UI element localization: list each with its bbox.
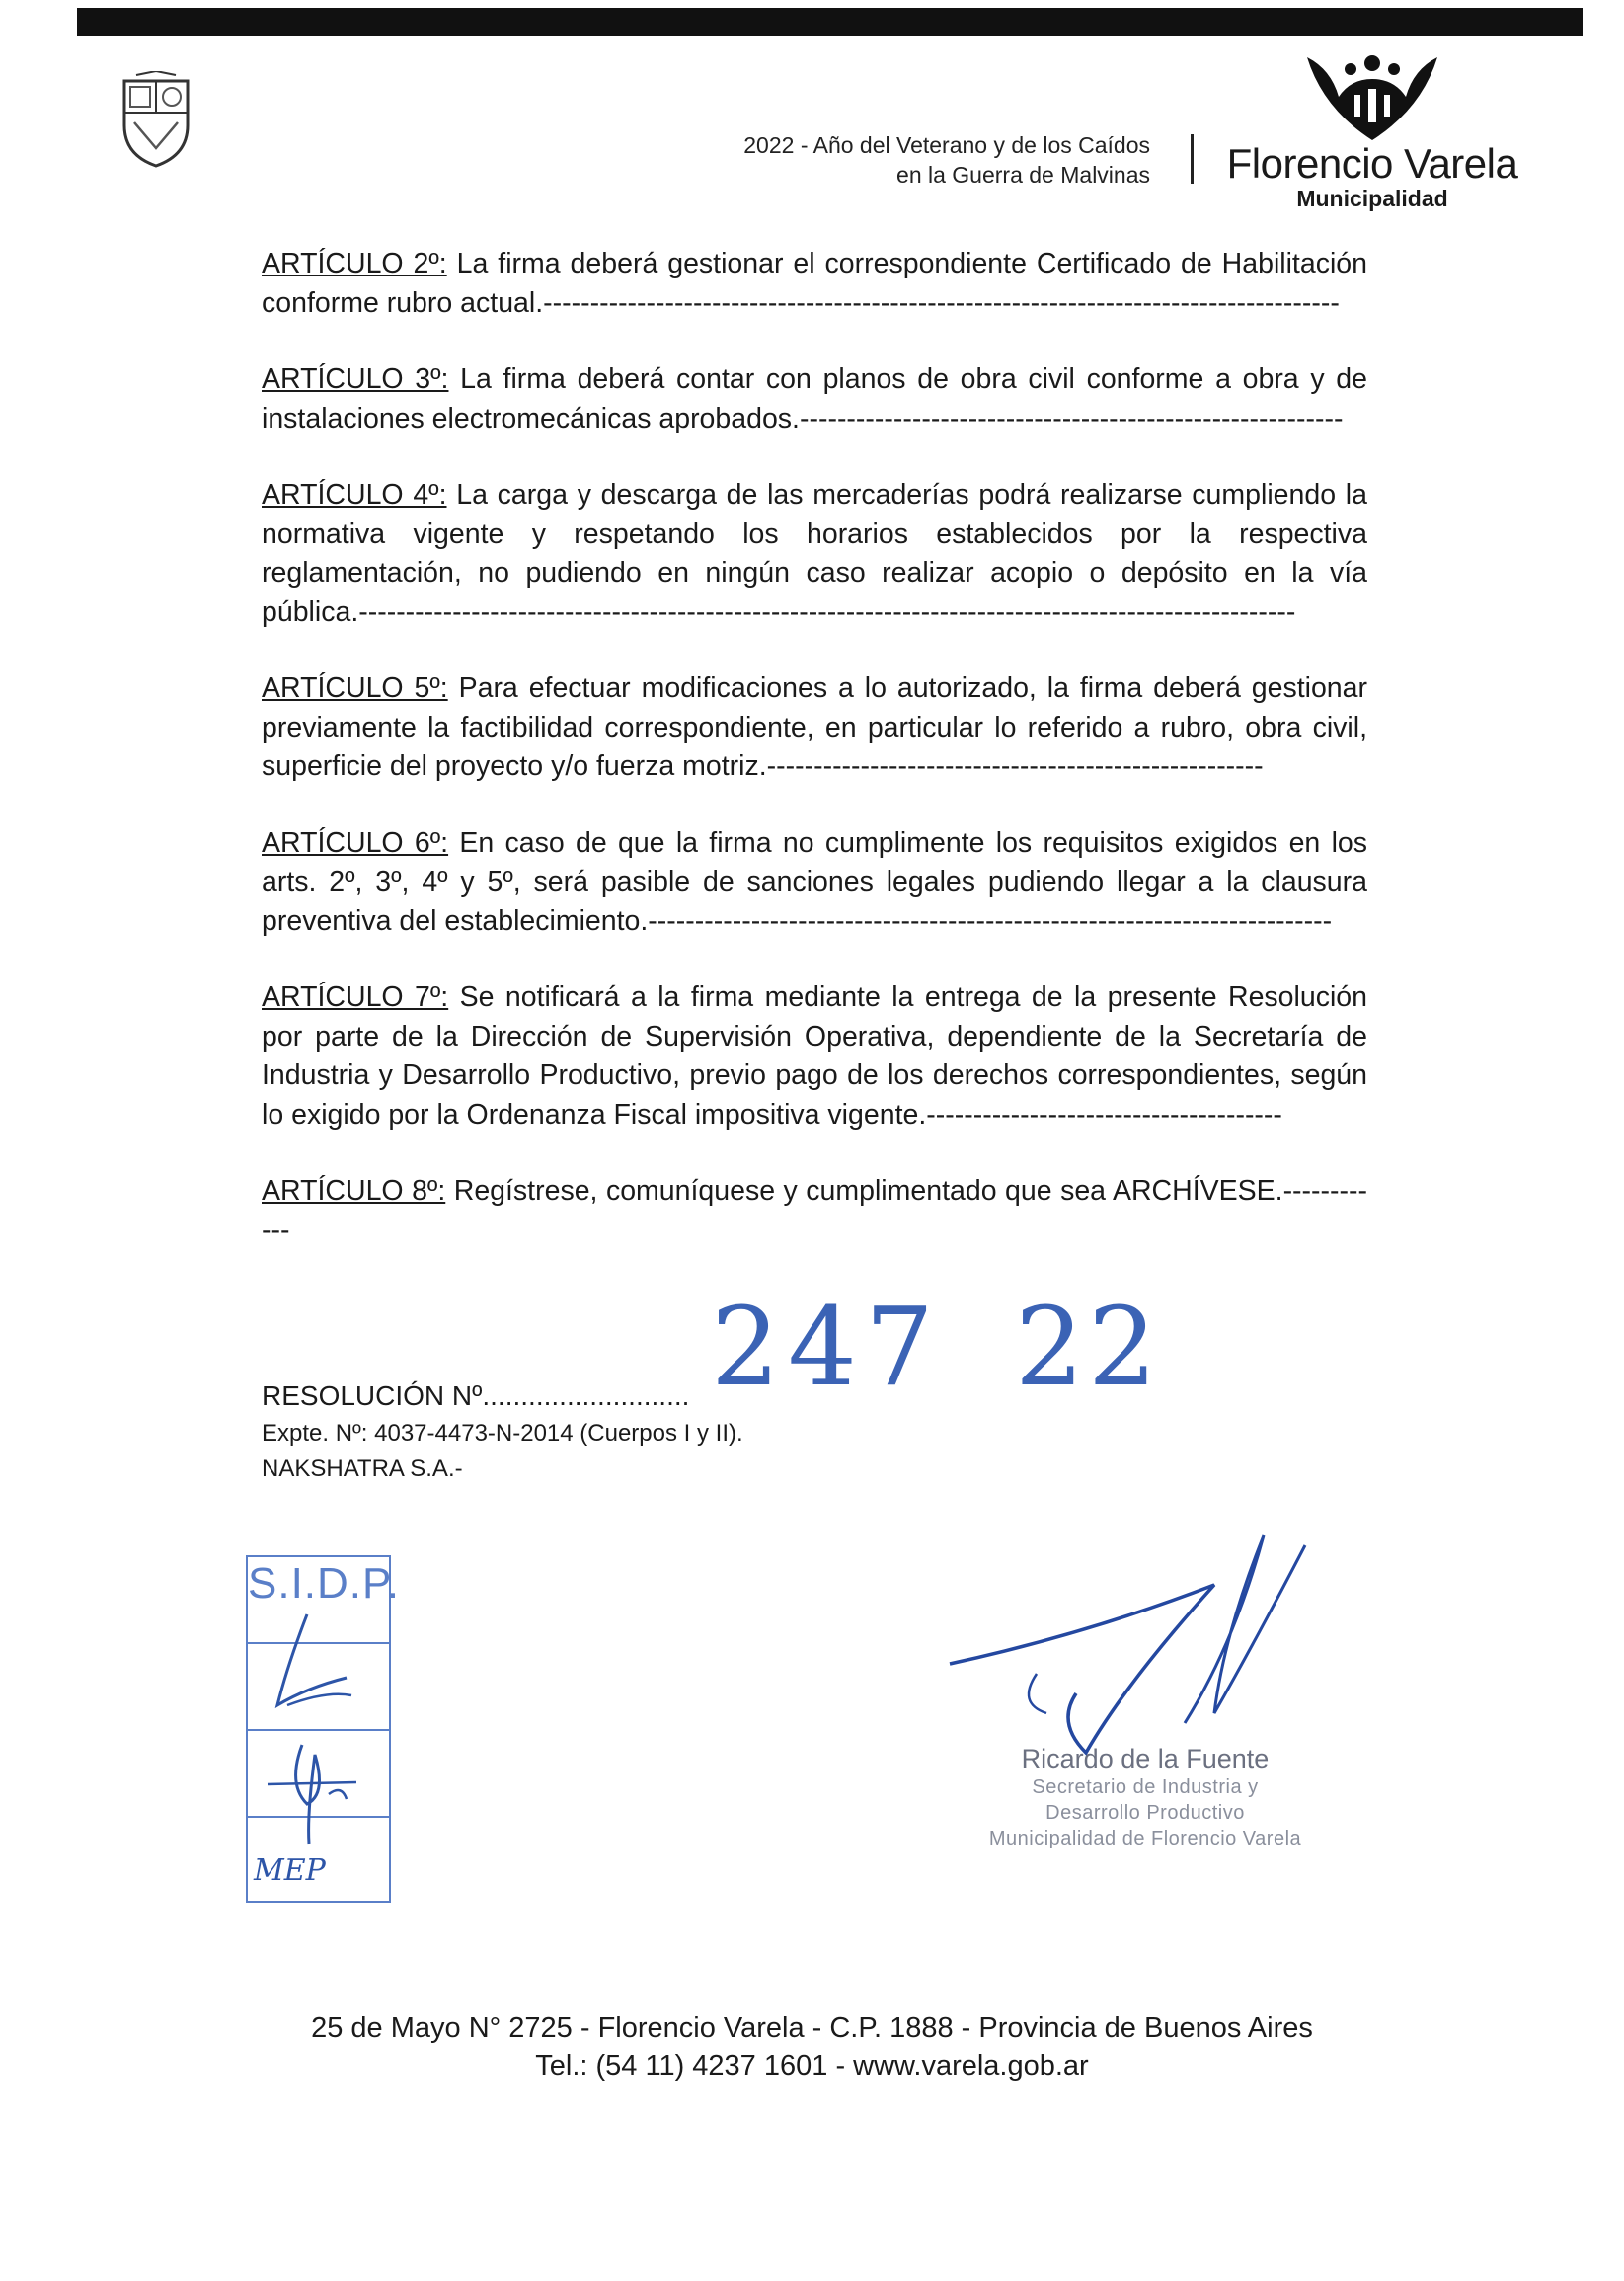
signer-block bbox=[977, 1744, 1313, 1851]
footer bbox=[0, 2009, 1624, 2084]
article-text: La firma deberá gestionar el correspondiente Certificado de Habilitación conforme rubro actual.------------------------------------------------------------------------------------- bbox=[262, 248, 1367, 319]
article-text: La firma deberá contar con planos de obra civil conforme a obra y de instalaciones electromecánicas aprobados.---------------------------------------------------------- bbox=[262, 363, 1368, 434]
logo-mark-icon bbox=[1303, 49, 1441, 143]
signer-role-3: Municipalidad de Florencio Varela bbox=[988, 1828, 1302, 1849]
article-label: ARTÍCULO 5º: bbox=[262, 672, 448, 704]
article-label: ARTÍCULO 3º: bbox=[262, 363, 449, 395]
resolution-number: 247 bbox=[711, 1284, 942, 1410]
article-text: Para efectuar modificaciones a lo autorizado, la firma deberá gestionar previamente la factibilidad correspondiente, en particular lo referido a rubro, obra civil, superficie del proyecto y/o fuerza motriz.----------------------------------------------------- bbox=[262, 672, 1367, 782]
florencio-varela-logo bbox=[1224, 49, 1520, 212]
motto-line-2: en la Guerra de Malvinas bbox=[896, 162, 1150, 188]
stamp-initials: MEP bbox=[254, 1853, 326, 1888]
article-5 bbox=[262, 669, 1367, 787]
expediente-number: Expte. Nº: 4037-4473-N-2014 (Cuerpos I y II). bbox=[262, 1420, 743, 1447]
article-6 bbox=[262, 825, 1367, 942]
footer-contact: Tel.: (54 11) 4237 1601 - www.varela.gob.ar bbox=[535, 2050, 1089, 2082]
article-label: ARTÍCULO 6º: bbox=[262, 826, 449, 859]
article-text: En caso de que la firma no cumplimente los requisitos exigidos en los arts. 2º, 3º, 4º y 5º, será pasible de sanciones legales pudiendo llegar a la clausura preventiva del establecimiento.------------------------------------------------------------------------- bbox=[262, 826, 1367, 937]
header-divider bbox=[1191, 134, 1194, 184]
header-motto bbox=[612, 130, 1150, 190]
article-7 bbox=[262, 979, 1367, 1135]
logo-name: Florencio Varela bbox=[1226, 140, 1518, 187]
footer-address: 25 de Mayo N° 2725 - Florencio Varela - C.P. 1888 - Provincia de Buenos Aires bbox=[311, 2012, 1313, 2044]
article-text: La carga y descarga de las mercaderías podrá realizarse cumpliendo la normativa vigente y respetando los horarios establecidos por la respectiva reglamentación, no pudiendo en ningún caso realizar acopio o depósito en la vía pública.---------------------------------------------------------------------------------------------------- bbox=[262, 479, 1367, 628]
article-3 bbox=[262, 360, 1367, 438]
stamp-title: S.I.D.P. bbox=[248, 1559, 400, 1608]
article-label: ARTÍCULO 7º: bbox=[262, 982, 449, 1013]
article-8 bbox=[262, 1172, 1367, 1250]
article-label: ARTÍCULO 2º: bbox=[262, 248, 447, 279]
article-label: ARTÍCULO 8º: bbox=[262, 1175, 446, 1207]
signer-role-2: Desarrollo Productivo bbox=[1045, 1802, 1245, 1824]
signer-role-1: Secretario de Industria y bbox=[1032, 1776, 1259, 1798]
motto-line-1: 2022 - Año del Veterano y de los Caídos bbox=[743, 132, 1150, 158]
article-text: Se notificará a la firma mediante la entrega de la presente Resolución por parte de la Dirección de Supervisión Operativa, dependiente de la Secretaría de Industria y Desarrollo Productivo, previo pago de los derechos correspondientes, según lo exigido por la Ordenanza Fiscal impositiva vigente.-------------------------------------- bbox=[262, 982, 1367, 1131]
article-text: Regístrese, comuníquese y cumplimentado que sea ARCHÍVESE.------------ bbox=[262, 1175, 1367, 1246]
top-scan-bar bbox=[77, 8, 1583, 36]
article-label: ARTÍCULO 4º: bbox=[262, 479, 447, 511]
resolution-year: 22 bbox=[1015, 1284, 1161, 1410]
resolution-label: RESOLUCIÓN Nº........................... bbox=[262, 1380, 690, 1411]
article-4 bbox=[262, 476, 1367, 632]
signer-name: Ricardo de la Fuente bbox=[1021, 1744, 1270, 1773]
articles-body bbox=[262, 245, 1367, 1288]
company-name: NAKSHATRA S.A.- bbox=[262, 1455, 463, 1482]
logo-subtitle: Municipalidad bbox=[1296, 186, 1448, 211]
sidp-stamp bbox=[246, 1555, 400, 1903]
municipal-crest-icon bbox=[116, 71, 195, 170]
stamp-handwritten-initials-icon bbox=[248, 1557, 400, 1901]
article-2 bbox=[262, 245, 1367, 323]
